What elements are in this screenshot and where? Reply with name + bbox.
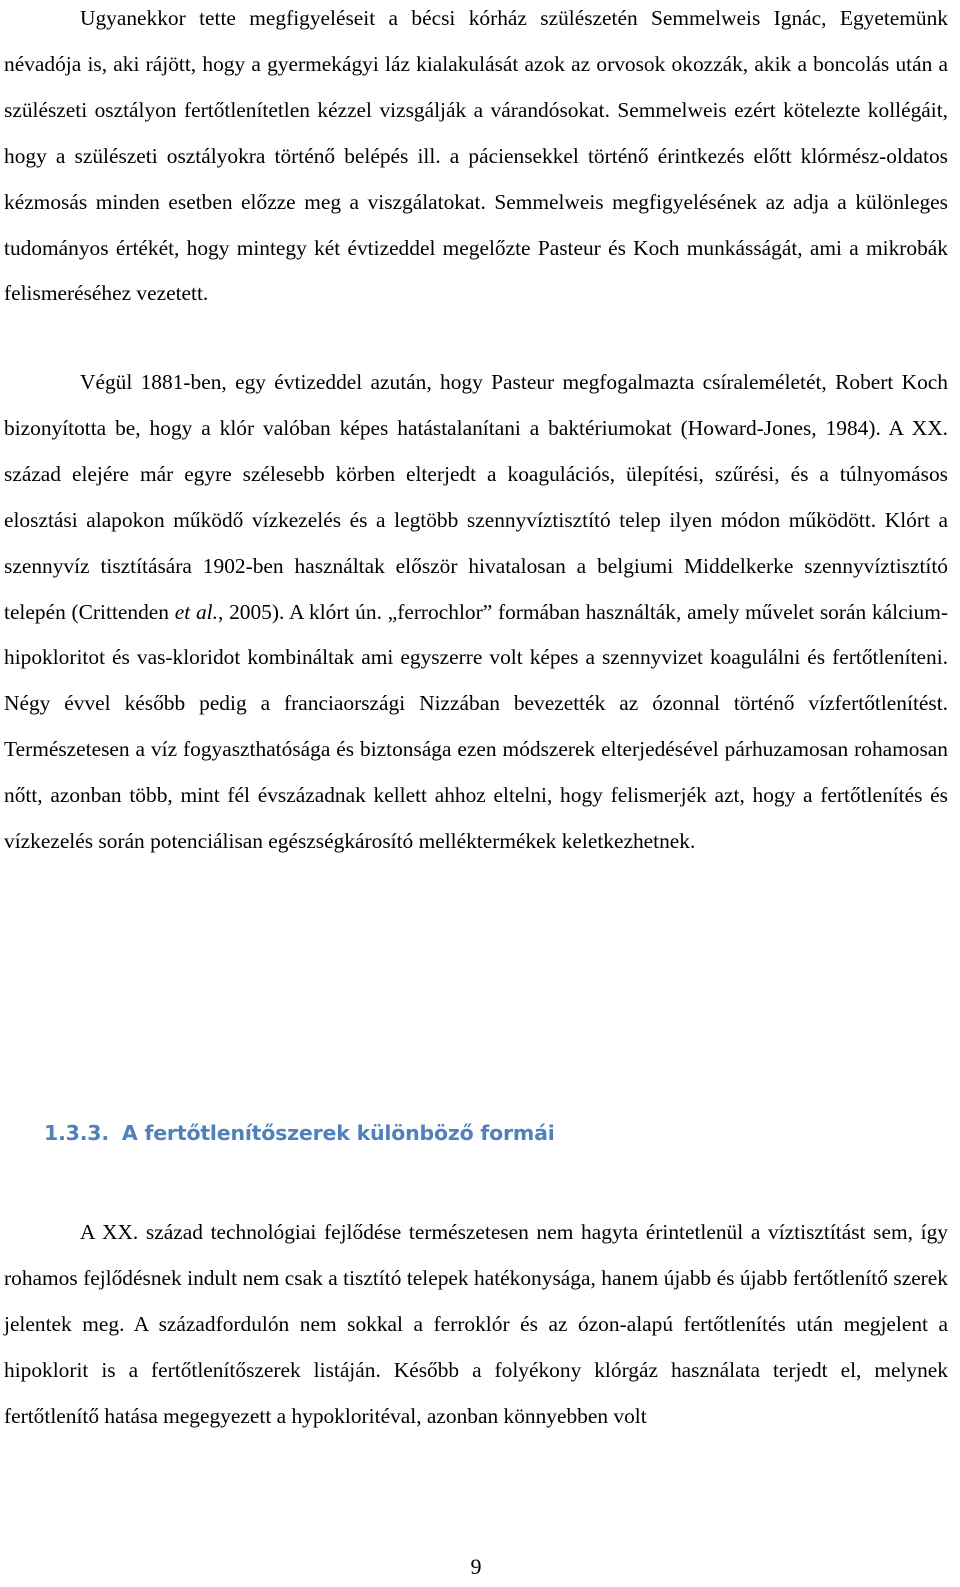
paragraph-semmelweis: Ugyanekkor tette megfigyeléseit a bécsi kórház szülészetén Semmelweis Ignác, Egyetemünk névadója is, aki rájött, hogy a gyermekágyi láz kialakulását azok az orvosok okozzák, akik a boncolás után a szülészeti osztályon fertőtlenítetlen kézzel vizsgálják a várandósokat. Semmelweis ezért kötelezte kollégáit, hogy a szülészeti osztályokra történő belépés ill. a páciensekkel történő érintkezés előtt klórmész-oldatos kézmosás minden esetben előzze meg a viszgálatokat. Semmelweis megfigyelésének az adja a különleges tudományos értékét, hogy mintegy két évtizeddel megelőzte Pasteur és Koch munkásságát, ami a mikrobák felismeréséhez vezetett.	[4, 6, 948, 306]
citation-et-al: et al.	[174, 599, 218, 624]
document-page	[4, 0, 948, 1587]
section-heading	[44, 1118, 555, 1148]
page-number: 9	[470, 1554, 482, 1579]
paragraph-text-after-citation: , 2005). A klórt ún. „ferrochlor” formában használták, amely művelet során kálcium-hipokloritot és vas-kloridot kombináltak ami egyszerre volt képes a szennyvizet koagulálni és fertőtleníteni. Négy évvel később pedig a franciaországi Nizzában bevezették az ózonnal történő vízfertőtlenítést. Természetesen a víz fogyaszthatósága és biztonsága ezen módszerek elterjedésével párhuzamosan rohamosan nőtt, azonban több, mint fél évszázadnak kellett ahhoz eltelni, hogy felismerjék azt, hogy a fertőtlenítés és vízkezelés során potenciálisan egészségkárosító melléktermékek keletkezhetnek.	[4, 599, 948, 854]
section-number: 1.3.3.	[44, 1121, 109, 1145]
section-title: A fertőtlenítőszerek különböző formái	[121, 1121, 555, 1145]
paragraph-disinfectant-forms: A XX. század technológiai fejlődése természetesen nem hagyta érintetlenül a víztisztítást sem, így rohamos fejlődésnek indult nem csak a tisztító telepek hatékonysága, hanem újabb és újabb fertőtlenítő szerek jelentek meg. A századfordulón nem sokkal a ferroklór és az ózon-alapú fertőtlenítés után megjelent a hipoklorit is a fertőtlenítőszerek listáján. Később a folyékony klórgáz használata terjedt el, melynek fertőtlenítő hatása megegyezett a hypokloritéval, azonban könnyebben volt	[4, 1220, 948, 1428]
paragraph-text-before-citation: Végül 1881-ben, egy évtizeddel azután, hogy Pasteur megfogalmazta csíraleméletét, Robert Koch bizonyította be, hogy a klór valóban képes hatástalanítani a baktériumokat (Howard-Jones, 1984). A XX. század elejére már egyre szélesebb körben elterjedt a koagulációs, ülepítési, szűrési, és a túlnyomásos elosztási alapokon működő vízkezelés és a legtöbb szennyvíztisztító telep ilyen módon működött. Klórt a szennyvíz tisztítására 1902-ben használtak először hivatalosan a belgiumi Middelkerke szennyvíztisztító telepén (Crittenden	[4, 370, 948, 624]
paragraph-koch-chlorination	[4, 360, 948, 865]
